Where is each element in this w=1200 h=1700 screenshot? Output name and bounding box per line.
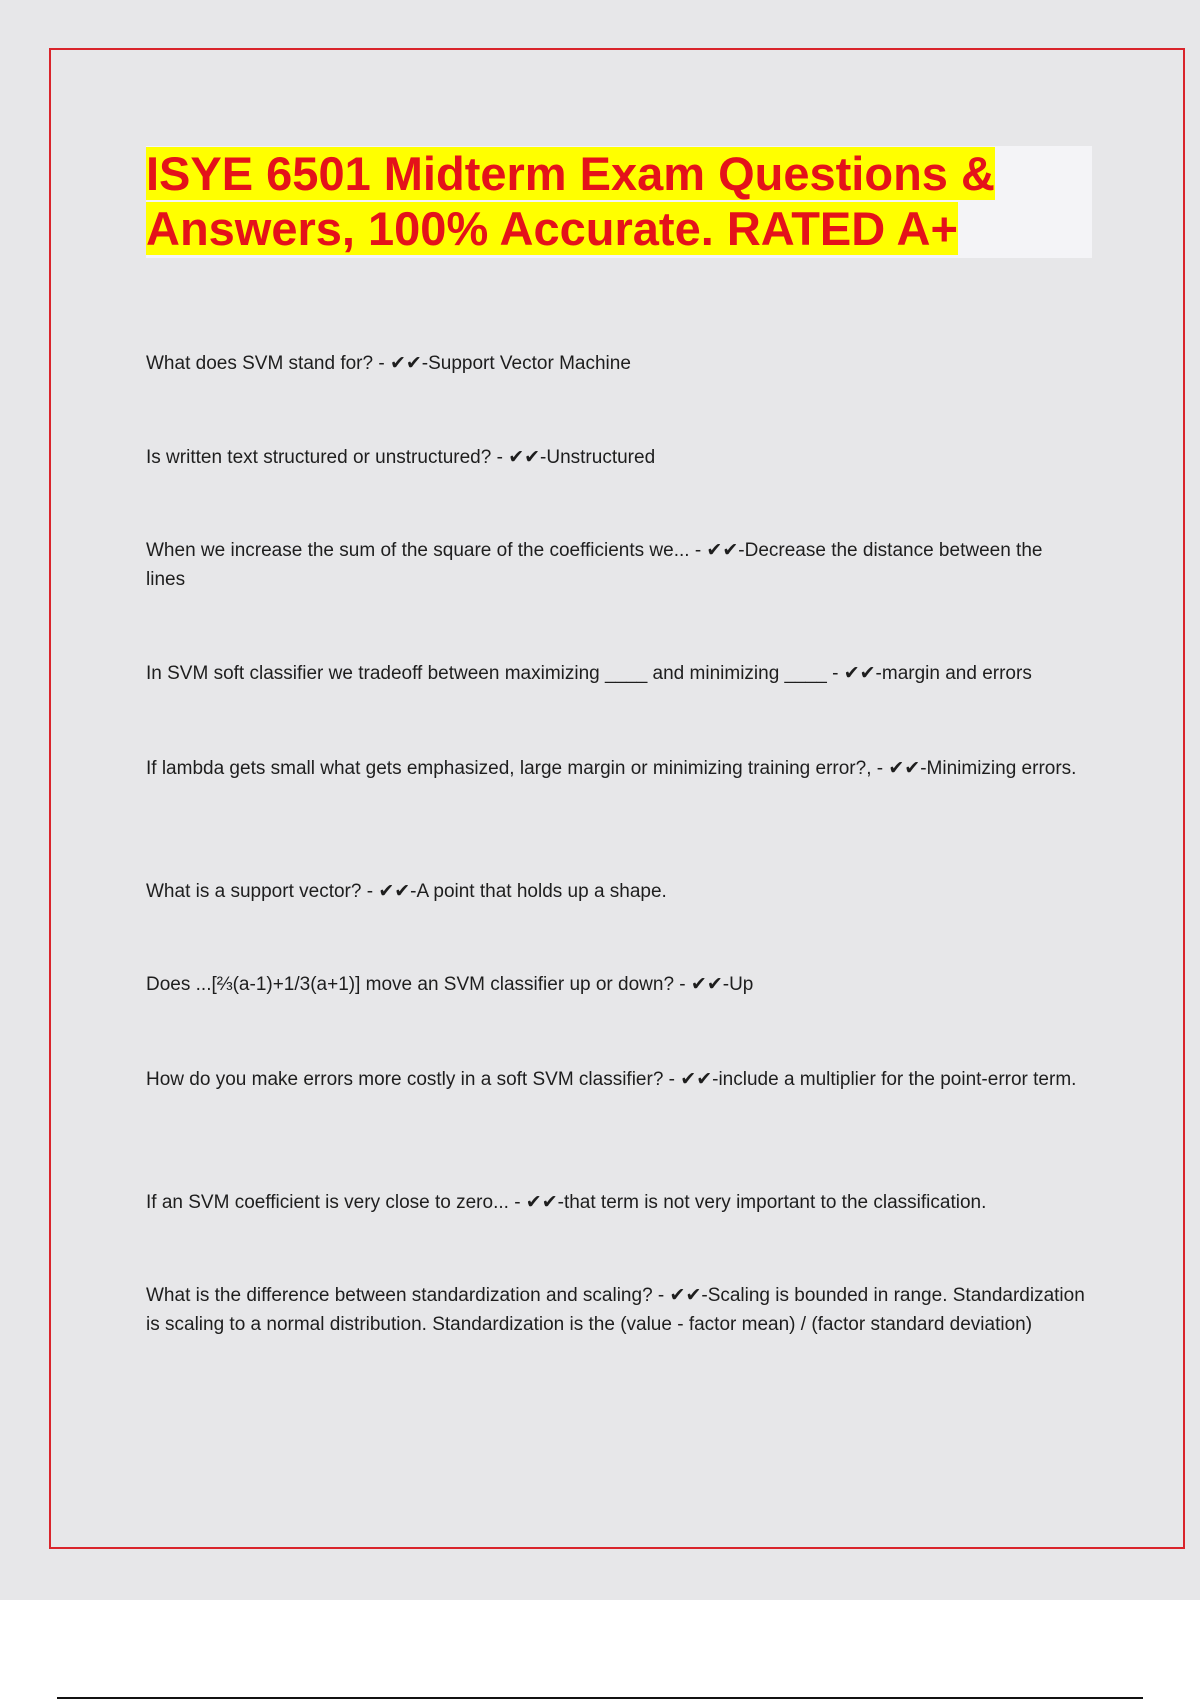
footer-divider [57, 1697, 1143, 1699]
title-line-2: Answers, 100% Accurate. RATED A+ [146, 202, 958, 255]
qa-item: Does ...[⅔(a-1)+1/3(a+1)] move an SVM classifier up or down? - ✔✔-Up [146, 974, 754, 995]
qa-item: What is the difference between standardization and scaling? - ✔✔-Scaling is bounded in range. Standardization is scaling to a normal distribution. Standardization is the (value - factor mean) / (factor standard deviation) [146, 1285, 1085, 1335]
qa-item: How do you make errors more costly in a soft SVM classifier? - ✔✔-include a multiplier for the point-error term. [146, 1069, 1077, 1090]
document-title [146, 146, 1046, 256]
qa-item: If an SVM coefficient is very close to zero... - ✔✔-that term is not very important to the classification. [146, 1192, 987, 1213]
qa-item: What is a support vector? - ✔✔-A point that holds up a shape. [146, 881, 667, 902]
qa-item: When we increase the sum of the square of the coefficients we... - ✔✔-Decrease the distance between the lines [146, 540, 1043, 590]
qa-item: If lambda gets small what gets emphasized, large margin or minimizing training error?, - ✔✔-Minimizing errors. [146, 758, 1077, 779]
qa-item: What does SVM stand for? - ✔✔-Support Vector Machine [146, 353, 631, 374]
qa-item: In SVM soft classifier we tradeoff between maximizing ____ and minimizing ____ - ✔✔-margin and errors [146, 663, 1032, 684]
title-line-1: ISYE 6501 Midterm Exam Questions & [146, 147, 995, 200]
qa-item: Is written text structured or unstructured? - ✔✔-Unstructured [146, 447, 656, 468]
